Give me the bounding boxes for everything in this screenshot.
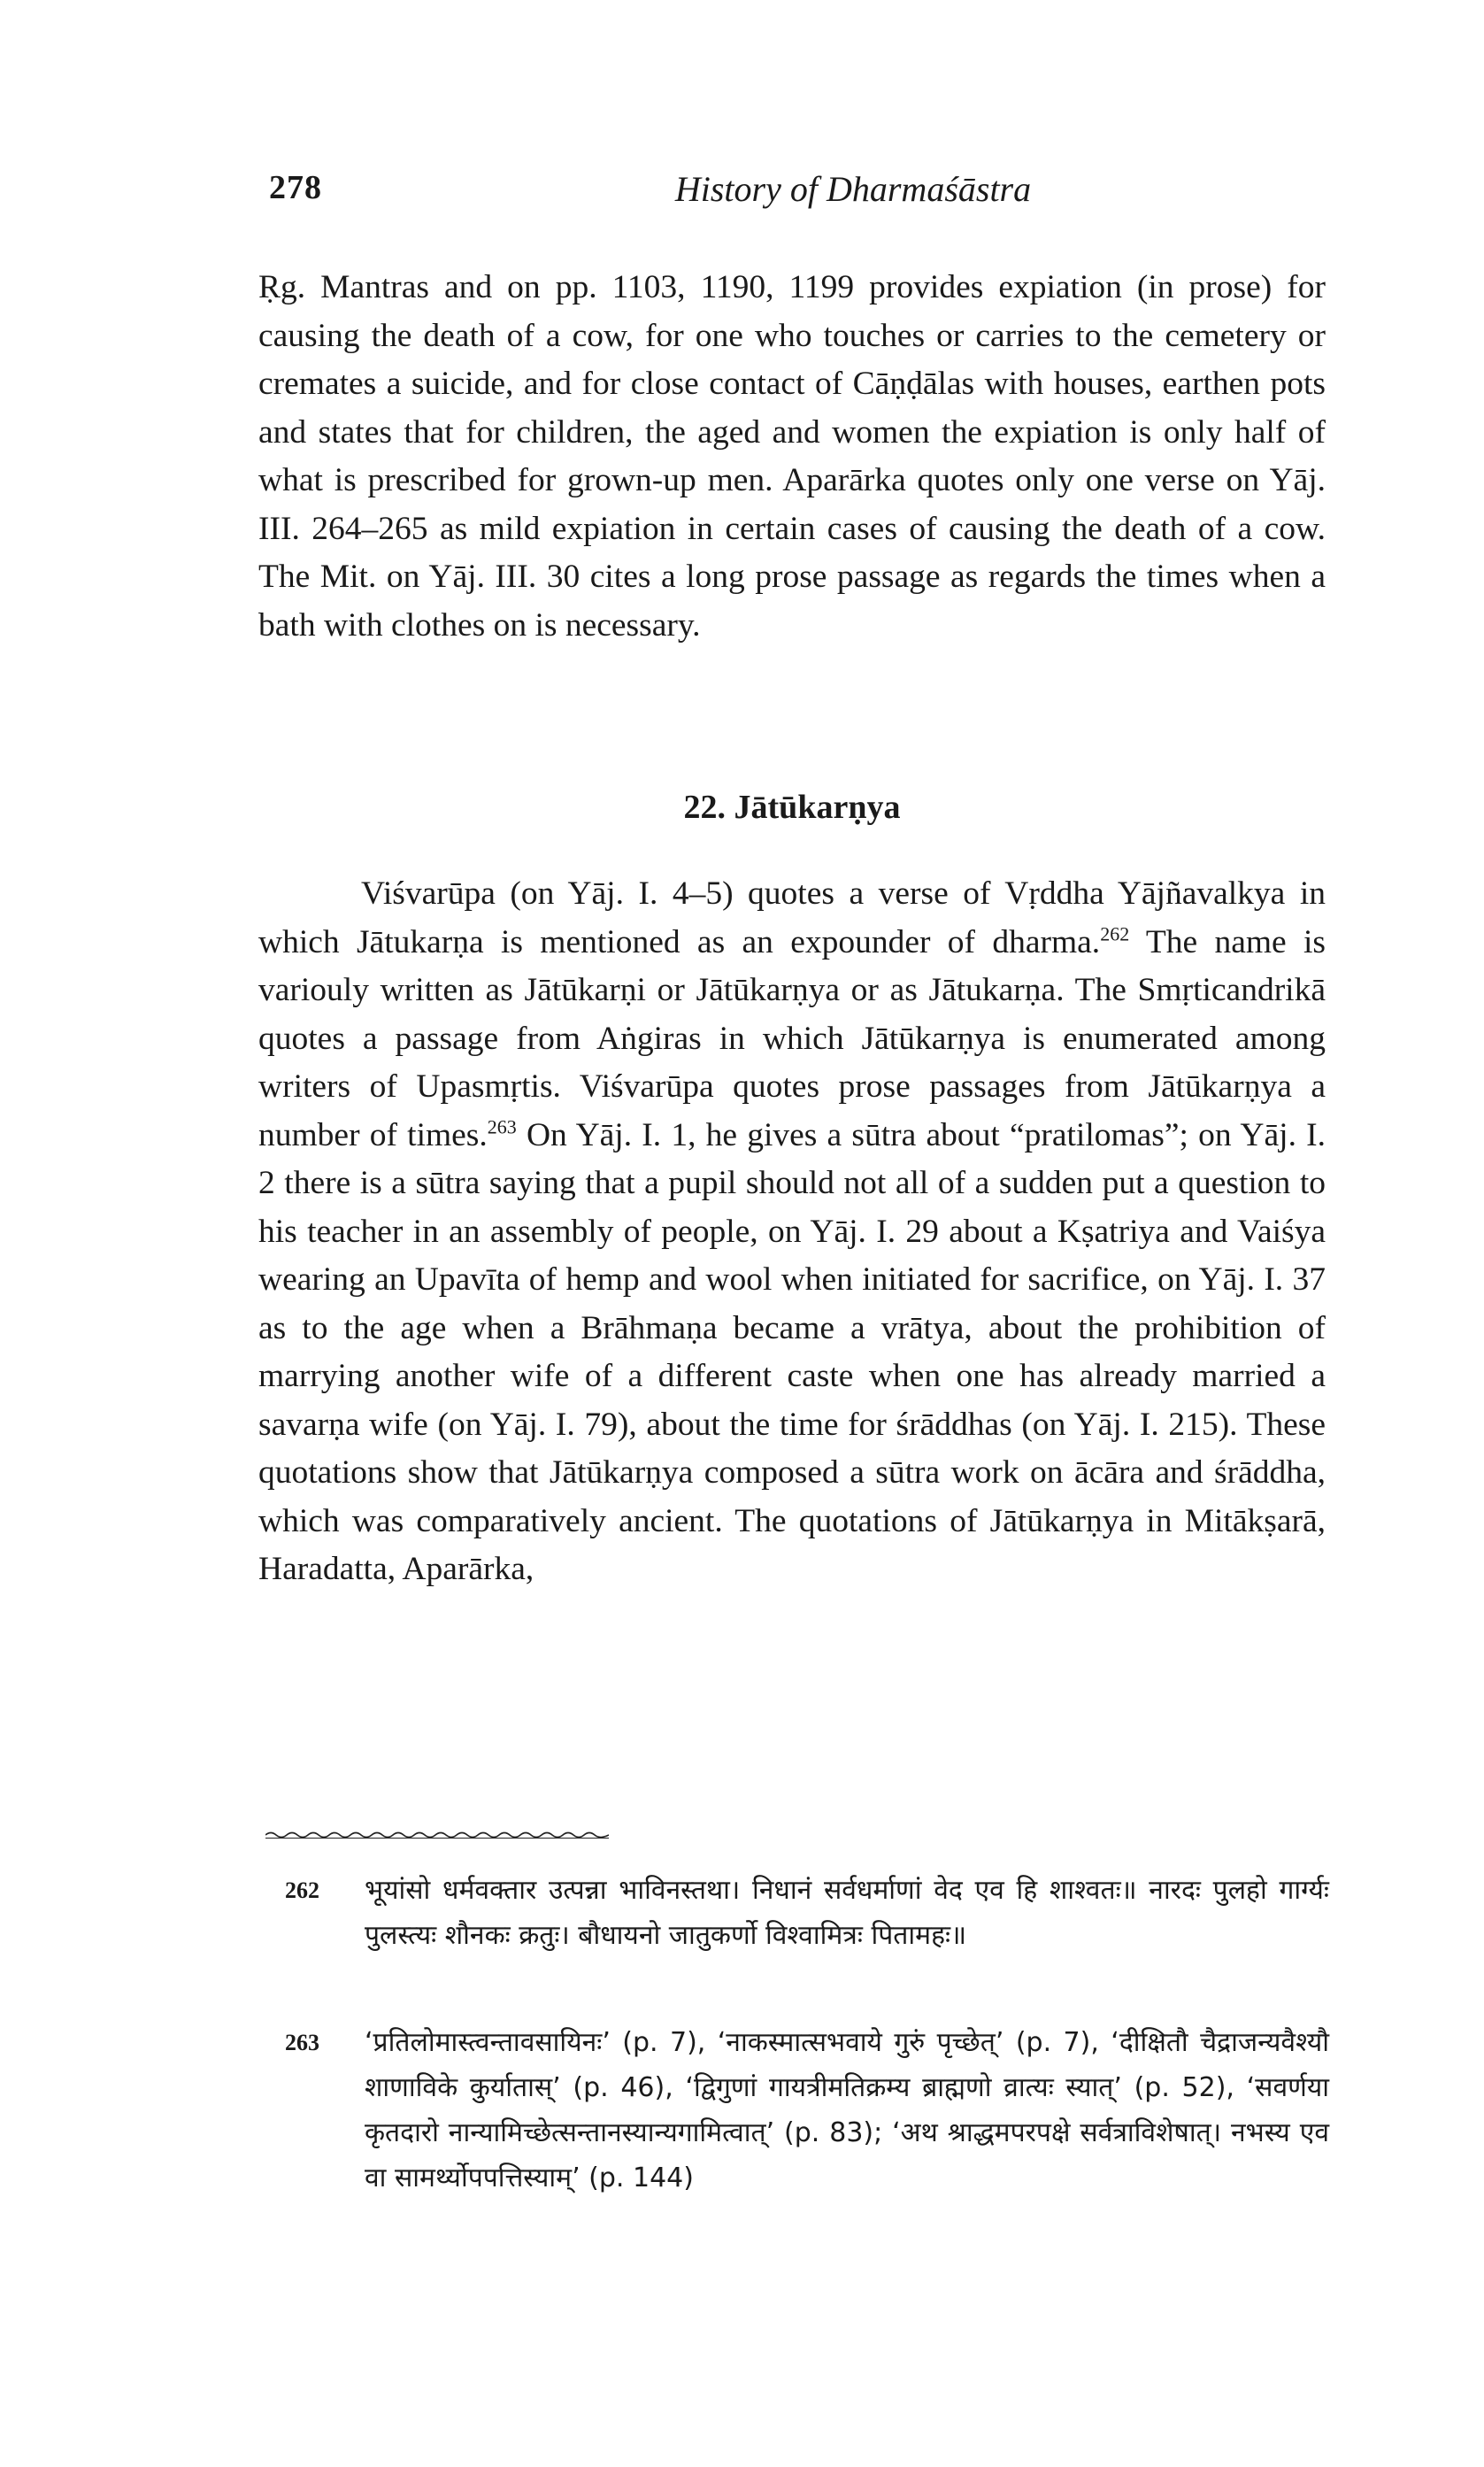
paragraph-jatukarnya-part-3: On Yāj. I. 1, he gives a sūtra about “pratilomas”; on Yāj. I. 2 there is a sūtra saying that a pupil should not all of a sudden put a question to his teacher in an assembly of people, on Yāj. I. 29 about a Kṣatriya and Vaiśya wearing an Upavīta of hemp and wool when initiated for sacrifice, on Yāj. I. 37 as to the age when a Brāhmaṇa became a vrātya, about the prohibition of marrying another wife of a different caste when one has already married a savarṇa wife (on Yāj. I. 79), about the time for śrāddhas (on Yāj. I. 215). These quotations show that Jātūkarṇya composed a sūtra work on ācāra and śrāddha, which was comparatively ancient. The quotations of Jātūkarṇya in Mitākṣarā, Haradatta, Aparārka, xyxy=(258,1116,1326,1587)
paragraph-jatukarnya-part-2: The name is variouly written as Jātūkarṇi or Jātūkarṇya or as Jātukarṇa. The Smṛticandrikā quotes a passage from Aṅgiras in which Jātūkarṇya is enumerated among writers of Upasmṛtis. Viśvarūpa quotes prose passages from Jātūkarṇya a number of times. xyxy=(258,923,1326,1153)
paragraph-jatukarnya xyxy=(258,870,1326,1594)
page-number: 278 xyxy=(269,169,322,206)
running-title: History of Dharmaśāstra xyxy=(674,169,1032,209)
footnote-text: भूयांसो धर्मवक्तार उत्पन्ना भाविनस्तथा। निधानं सर्वधर्माणां वेद एव हि शाश्वतः॥ नारदः पुलहो गार्ग्यः पुलस्त्यः शौनकः क्रतुः। बौधायनो जातुकर्णो विश्वामित्रः पितामहः॥ xyxy=(365,1875,1329,1951)
paragraph-jatukarnya-part-1: Viśvarūpa (on Yāj. I. 4–5) quotes a verse of Vṛddha Yājñavalkya in which Jātukarṇa is mentioned as an expounder of dharma. xyxy=(258,875,1326,960)
footnote-reference-262[interactable]: 262 xyxy=(1100,922,1130,944)
footnote-separator-rule xyxy=(265,1831,609,1839)
section-heading: 22. Jātūkarṇya xyxy=(683,789,901,826)
footnote-263 xyxy=(285,2020,1329,2286)
paragraph-expiation: Ṛg. Mantras and on pp. 1103, 1190, 1199 provides expiation (in prose) for causing the death of a cow, for one who touches or carries to the cemetery or cremates a suicide, and for close contact of Cāṇḍālas with houses, earthen pots and states that for children, the aged and women the expiation is only half of what is prescribed for grown-up men. Aparārka quotes only one verse on Yāj. III. 264–265 as mild expiation in certain cases of causing the death of a cow. The Mit. on Yāj. III. 30 cites a long prose passage as regards the times when a bath with clothes on is necessary. xyxy=(258,269,1326,644)
page-header xyxy=(269,168,1331,221)
footnote-number: 263 xyxy=(285,2030,319,2055)
footnote-number: 262 xyxy=(285,1877,319,1903)
footnote-text: ‘प्रतिलोमास्त्वन्तावसायिनः’ (p. 7), ‘नाकस्मात्सभवाये गुरुं पृच्छेत्’ (p. 7), ‘दीक्षितौ चैद्राजन्यवैश्यौ शाणाविके कुर्यातास्’ (p. 46), ‘द्विगुणां गायत्रीमतिक्रम्य ब्राह्मणो व्रात्यः स्यात्’ (p. 52), ‘सवर्णया कृतदारो नान्यामिच्छेत्सन्तानस्यान्यगामित्वात्’ (p. 83); ‘अथ श्राद्धमपरपक्षे सर्वत्राविशेषात्। नभस्य एव वा सामर्थ्योपपत्तिस्याम्’ (p. 144) xyxy=(365,2027,1329,2193)
footnote-reference-263[interactable]: 263 xyxy=(487,1115,517,1137)
footnote-262 xyxy=(285,1868,1329,2009)
